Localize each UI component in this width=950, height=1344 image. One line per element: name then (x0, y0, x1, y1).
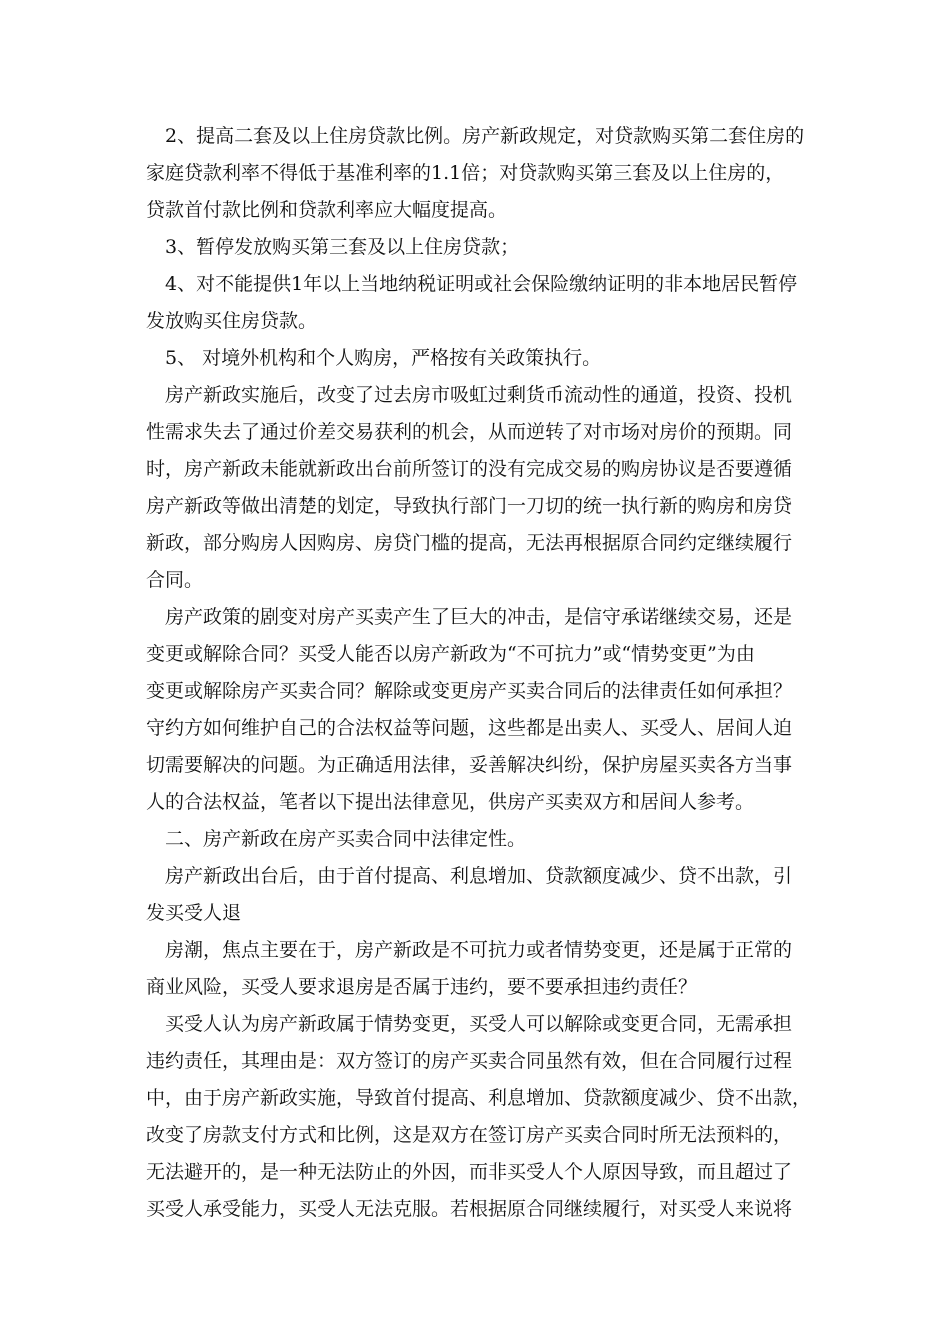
text-line: 性需求失去了通过价差交易获利的机会，从而逆转了对市场对房价的预期。同 (146, 421, 793, 443)
text-line: 贷款首付款比例和贷款利率应大幅度提高。 (146, 199, 508, 221)
text-line: 守约方如何维护自己的合法权益等问题，这些都是出卖人、买受人、居间人迫 (146, 717, 793, 739)
text-line: 商业风险，买受人要求退房是否属于违约，要不要承担违约责任？ (146, 976, 698, 998)
text-line: 发买受人退 (146, 902, 242, 924)
text-line: 人的合法权益，笔者以下提出法律意见，供房产买卖双方和居间人参考。 (146, 791, 755, 813)
text-line: 家庭贷款利率不得低于基准利率的1.1倍；对贷款购买第三套及以上住房的， (146, 162, 785, 184)
text-line: 买受人认为房产新政属于情势变更，买受人可以解除或变更合同，无需承担 (165, 1013, 793, 1035)
text-line: 新政，部分购房人因购房、房贷门槛的提高，无法再根据原合同约定继续履行 (146, 532, 793, 554)
text-line: 时，房产新政未能就新政出台前所签订的没有完成交易的购房协议是否要遵循 (146, 458, 793, 480)
text-line: 3、暂停发放购买第三套及以上住房贷款； (165, 236, 520, 258)
text-line: 违约责任，其理由是：双方签订的房产买卖合同虽然有效，但在合同履行过程 (146, 1050, 793, 1072)
text-line: 切需要解决的问题。为正确适用法律，妥善解决纠纷，保护房屋买卖各方当事 (146, 754, 793, 776)
section-heading: 二、房产新政在房产买卖合同中法律定性。 (165, 828, 527, 850)
text-line: 变更或解除合同？买受人能否以房产新政为“不可抗力”或“情势变更”为由 (146, 643, 755, 665)
text-line: 5、 对境外机构和个人购房，严格按有关政策执行。 (165, 347, 602, 369)
text-line: 房产新政等做出清楚的划定，导致执行部门一刀切的统一执行新的购房和房贷 (146, 495, 793, 517)
text-line: 房产新政出台后，由于首付提高、利息增加、贷款额度减少、贷不出款，引 (165, 865, 793, 887)
text-line: 房潮，焦点主要在于，房产新政是不可抗力或者情势变更，还是属于正常的 (165, 939, 793, 961)
text-line: 4、对不能提供1年以上当地纳税证明或社会保险缴纳证明的非本地居民暂停 (165, 273, 798, 295)
text-line: 发放购买住房贷款。 (146, 310, 318, 332)
text-line: 中，由于房产新政实施，导致首付提高、利息增加、贷款额度减少、贷不出款， (146, 1087, 812, 1109)
text-line: 买受人承受能力，买受人无法克服。若根据原合同继续履行，对买受人来说将 (146, 1198, 793, 1220)
text-line: 房产政策的剧变对房产买卖产生了巨大的冲击，是信守承诺继续交易，还是 (165, 606, 793, 628)
text-line: 变更或解除房产买卖合同？解除或变更房产买卖合同后的法律责任如何承担？ (146, 680, 793, 702)
text-line: 2、提高二套及以上住房贷款比例。房产新政规定，对贷款购买第二套住房的 (165, 125, 805, 147)
text-line: 合同。 (146, 569, 204, 591)
text-line: 无法避开的，是一种无法防止的外因，而非买受人个人原因导致，而且超过了 (146, 1161, 793, 1183)
text-line: 改变了房款支付方式和比例，这是双方在签订房产买卖合同时所无法预料的， (146, 1124, 793, 1146)
text-line: 房产新政实施后，改变了过去房市吸虹过剩货币流动性的通道，投资、投机 (165, 384, 793, 406)
